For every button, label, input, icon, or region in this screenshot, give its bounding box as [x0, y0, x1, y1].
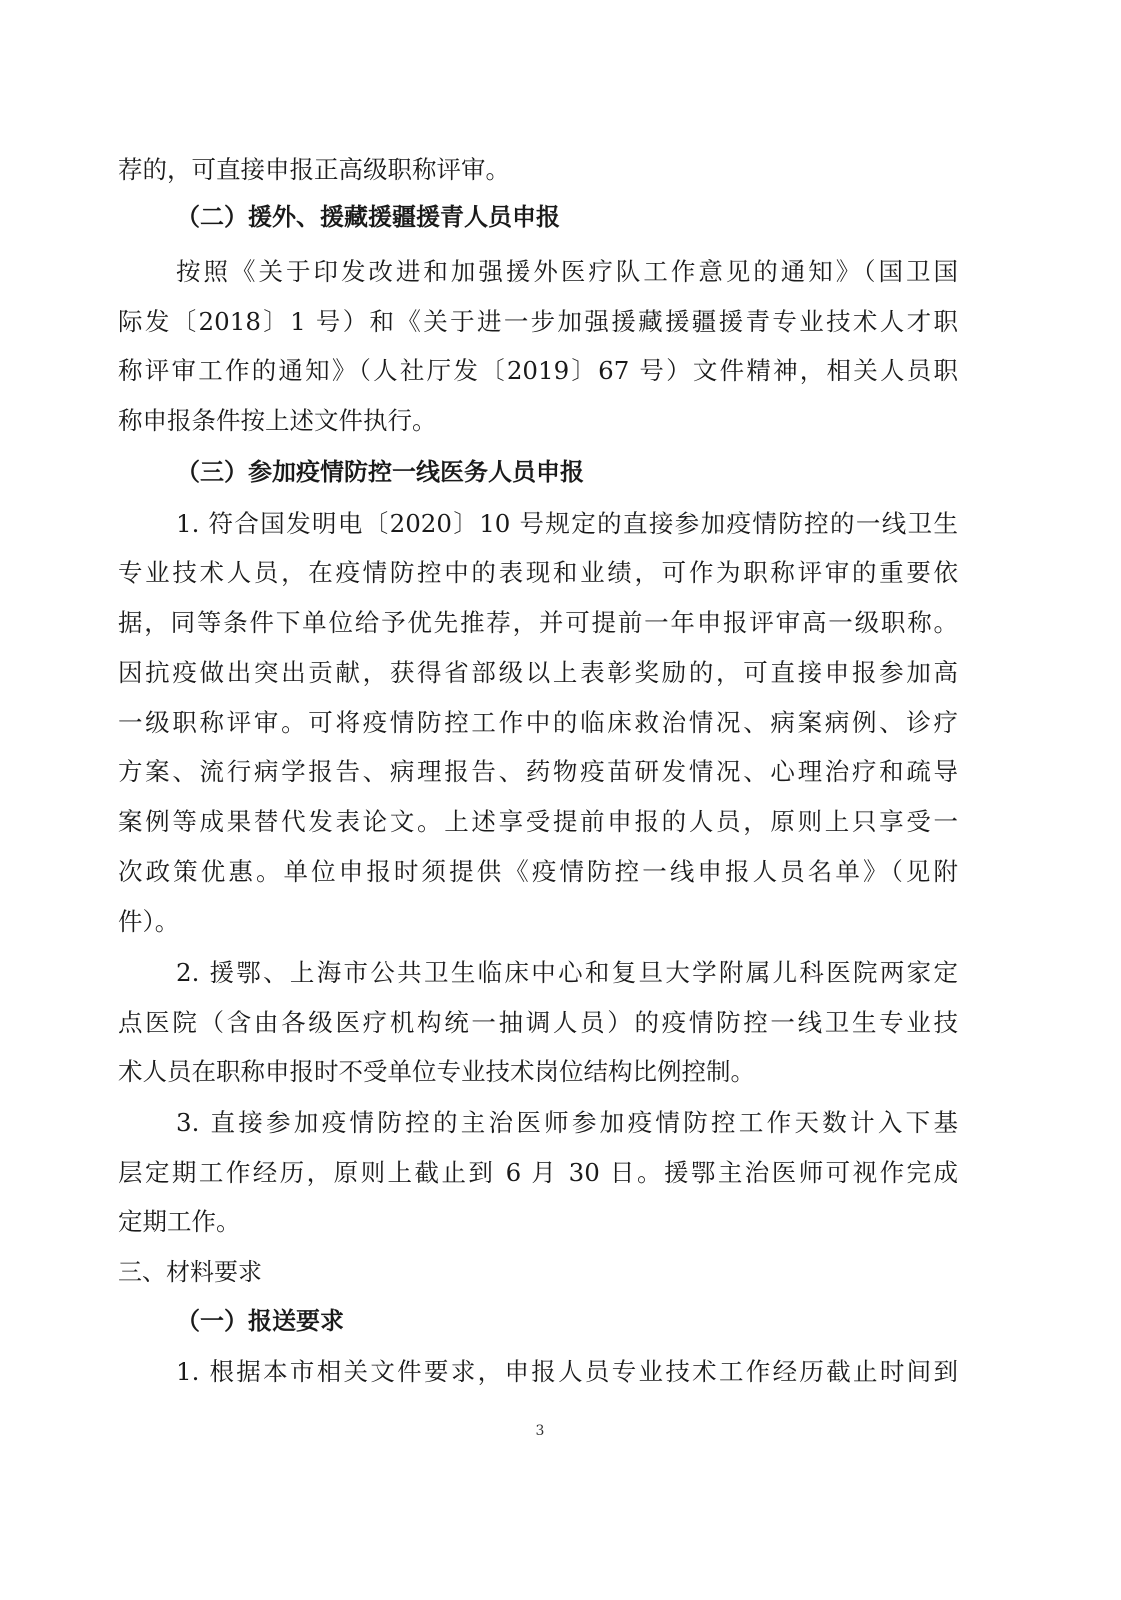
paragraph-line: 件）。: [118, 907, 180, 936]
paragraph-line: 层定期工作经历，原则上截止到 6 月 30 日。援鄂主治医师可视作完成: [118, 1158, 958, 1187]
paragraph-line: 定期工作。: [118, 1207, 241, 1236]
paragraph-line: 称评审工作的通知》（人社厅发〔2019〕67 号）文件精神，相关人员职: [118, 356, 958, 385]
paragraph-line: 次政策优惠。单位申报时须提供《疫情防控一线申报人员名单》（见附: [118, 857, 958, 886]
paragraph-line: 1. 根据本市相关文件要求，申报人员专业技术工作经历截止时间到: [176, 1357, 958, 1386]
paragraph-line: 按照《关于印发改进和加强援外医疗队工作意见的通知》（国卫国: [176, 257, 958, 286]
paragraph-line: 际发〔2018〕1 号）和《关于进一步加强援藏援疆援青专业技术人才职: [118, 307, 958, 336]
section-heading: 三、材料要求: [118, 1258, 262, 1286]
paragraph-line: 点医院（含由各级医疗机构统一抽调人员）的疫情防控一线卫生专业技: [118, 1008, 958, 1037]
paragraph-line: 称申报条件按上述文件执行。: [118, 406, 437, 435]
subsection-heading: （二）援外、援藏援疆援青人员申报: [176, 203, 560, 231]
page-number: 3: [535, 1423, 545, 1439]
paragraph-line: 案例等成果替代发表论文。上述享受提前申报的人员，原则上只享受一: [118, 807, 958, 836]
subsection-heading: （一）报送要求: [176, 1307, 344, 1335]
subsection-heading: （三）参加疫情防控一线医务人员申报: [176, 458, 584, 486]
paragraph-line: 方案、流行病学报告、病理报告、药物疫苗研发情况、心理治疗和疏导: [118, 757, 958, 786]
paragraph-line: 一级职称评审。可将疫情防控工作中的临床救治情况、病案病例、诊疗: [118, 708, 958, 737]
paragraph-line: 1. 符合国发明电〔2020〕10 号规定的直接参加疫情防控的一线卫生: [176, 509, 958, 538]
paragraph-line: 专业技术人员，在疫情防控中的表现和业绩，可作为职称评审的重要依: [118, 558, 958, 587]
paragraph-line: 3. 直接参加疫情防控的主治医师参加疫情防控工作天数计入下基: [176, 1108, 958, 1137]
paragraph-line: 据，同等条件下单位给予优先推荐，并可提前一年申报评审高一级职称。: [118, 608, 958, 637]
paragraph-line: 2. 援鄂、上海市公共卫生临床中心和复旦大学附属儿科医院两家定: [176, 958, 958, 987]
paragraph-line: 术人员在职称申报时不受单位专业技术岗位结构比例控制。: [118, 1057, 755, 1086]
paragraph-line: 荐的，可直接申报正高级职称评审。: [118, 155, 510, 184]
paragraph-line: 因抗疫做出突出贡献，获得省部级以上表彰奖励的，可直接申报参加高: [118, 658, 958, 687]
